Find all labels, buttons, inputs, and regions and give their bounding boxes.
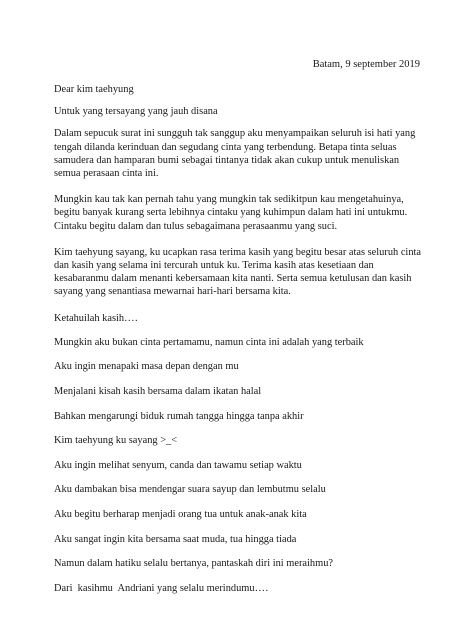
letter-line: Aku ingin menapaki masa depan dengan mu [54, 361, 239, 373]
closing-text: Dari kasihmu Andriani yang selalu merindumu [54, 582, 255, 594]
letter-paragraph: Kim taehyung sayang, ku ucapkan rasa terima kasih yang begitu besar atas seluruh cinta dan kasih yang selama ini tercurah untuk ku. Terima kasih atas kesetiaan dan kesabaranmu dalam menanti kebersamaan kita nanti. Serta semua ketulusan dan kasih sayang yang senantiasa mewarnai hari-hari bersama kita. [54, 246, 422, 298]
closing-ellipsis: …. [254, 582, 269, 594]
letter-closing [54, 582, 426, 595]
letter-line: Aku ingin melihat senyum, canda dan tawamu setiap waktu [54, 459, 302, 471]
letter-line: Aku sangat ingin kita bersama saat muda, tua hingga tiada [54, 533, 297, 545]
letter-greeting: Dear kim taehyung [54, 84, 134, 95]
ketahuilah-ellipsis: …. [124, 312, 139, 324]
letter-subtitle: Untuk yang tersayang yang jauh disana [54, 106, 218, 118]
letter-ketahuilah [54, 312, 426, 325]
letter-body [54, 83, 426, 606]
letter-line: Namun dalam hatiku selalu bertanya, pantaskah diri ini meraihmu? [54, 558, 334, 570]
letter-line: Aku dambakan bisa mendengar suara sayup dan lembutmu selalu [54, 484, 326, 496]
letter-paragraph: Dalam sepucuk surat ini sungguh tak sanggup aku menyampaikan seluruh isi hati yang tengah dilanda kerinduan dan segudang cinta yang terbendung. Betapa tinta seluas samudera dan hamparan bumi sebagai tintanya tidak akan cukup untuk menuliskan semua perasaan cinta ini. [54, 128, 416, 180]
ketahuilah-text: Ketahuilah kasih [54, 312, 125, 324]
letter-line: Aku begitu berharap menjadi orang tua untuk anak-anak kita [54, 509, 307, 520]
letter-paragraph: Mungkin kau tak kan pernah tahu yang mungkin tak sedikitpun kau mengetahuinya, begitu banyak kurang serta lebihnya cintaku yang kuhimpun dalam hati ini untukmu. Cintaku begitu dalam dan tulus sebagaimana perasaanmu yang suci. [54, 194, 408, 232]
letter-line: Menjalani kisah kasih bersama dalam ikatan halal [54, 386, 262, 398]
letter-line: Bahkan mengarungi biduk rumah tangga hingga tanpa akhir [54, 410, 304, 422]
letter-line: Mungkin aku bukan cinta pertamamu, namun cinta ini adalah yang terbaik [54, 336, 364, 348]
letter-line: Kim taehyung ku sayang >_< [54, 435, 178, 447]
letter-date: Batam, 9 september 2019 [312, 59, 420, 70]
